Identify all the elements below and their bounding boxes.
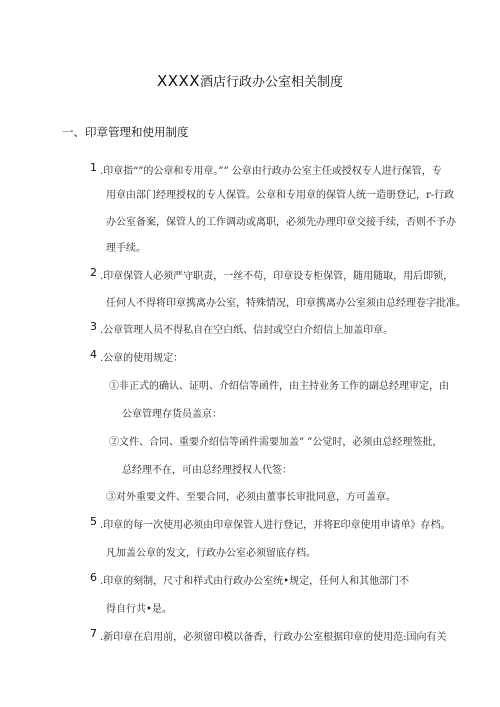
item-number: 5	[90, 515, 97, 528]
title-rest: 酒店行政办公室相关制度	[200, 75, 344, 90]
paragraph-line: .印章的刻制，尺寸和样式由行政办公室统•规定，任何人和其他部门不	[100, 576, 410, 587]
item-number: 2	[90, 266, 97, 279]
item-number: 3	[90, 320, 97, 333]
paragraph-line: 理手续。	[106, 243, 146, 254]
paragraph-line: 任何人不得将印章携离办公室，特殊情况，印章携离办公室须由总经理卷字批准。	[106, 298, 466, 309]
sub-item-line: ②文件、合同、重要介绍信等函件需要加盖” ”公觉时，必须由总经理签批，	[109, 437, 443, 448]
paragraph-line: .印章的每一次使用必须由印章保管人进行登记，并将E印章使用申请单》存档。	[100, 520, 451, 531]
sub-item-line: 总经理不在，可由总经理授权人代签：	[122, 465, 292, 476]
sub-item-line: ①非正式的确认、证明、介绍信等函件，由主持业务工作的副总经理审定，由	[109, 381, 449, 392]
item-number: 6	[90, 571, 97, 584]
paragraph-line: .公章管理人员不得私自在空白纸、信封或空白介绍信上加盖印章。	[100, 325, 394, 336]
paragraph-line: 办公室备案，保管人的工作调动或离职，必须先办理印章交接手续，否则不予办	[106, 217, 456, 228]
sub-item-line: 公章管理存货员盖京：	[122, 409, 222, 420]
item-number: 4	[90, 348, 97, 361]
paragraph-line: .公章的使用规定：	[100, 353, 184, 364]
item-number: 1	[90, 161, 97, 174]
title-prefix: XXXX	[156, 72, 201, 90]
paragraph-line: .新印章在启用前，必须留印模以备香，行政办公室根据印章的使用范:国向有关	[100, 632, 447, 643]
item-number: 7	[90, 627, 97, 640]
paragraph-line: .印章保管人必须严守职责，一丝不苟，印章设专柜保管，随用随取，用后即锁，	[100, 271, 454, 282]
paragraph-line: .印章指“”的公章和专用章。”” 公章由行政办公室主任或授权专人进行保管，专	[100, 166, 442, 177]
sub-item-line: ③对外重要文件、至要合同，必须由董事长审批同意，方可盖章。	[106, 492, 396, 503]
paragraph-line: 用章由部门经理授权的专人保管。公章和专用章的保管人统一造册登记，r-行政	[106, 190, 455, 201]
page-title	[0, 71, 500, 90]
paragraph-line: 得自行共•是。	[106, 604, 172, 615]
paragraph-line: 凡加盖公章的发文，行政办公室必须留底存档。	[106, 548, 316, 559]
section-heading: 一、印章管理和使用制度	[62, 125, 189, 139]
